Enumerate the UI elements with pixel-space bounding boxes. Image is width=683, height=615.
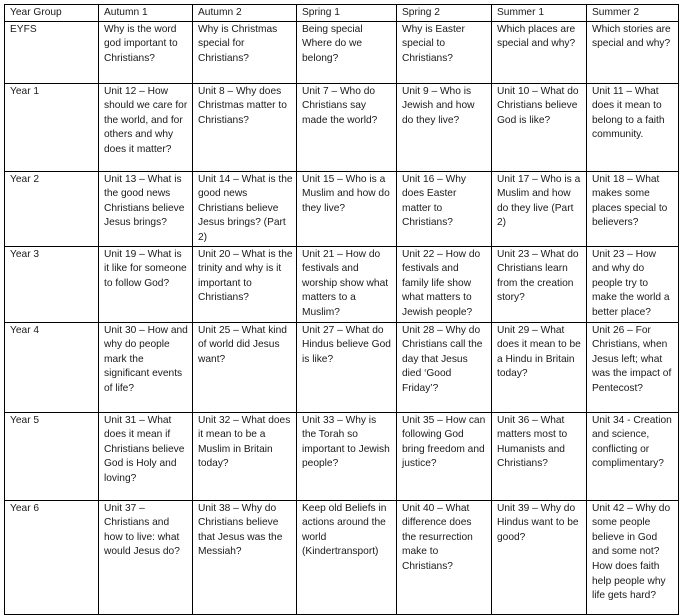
unit-cell: Unit 10 – What do Christians believe God is like? <box>492 83 587 171</box>
year-label: Year 4 <box>5 322 99 412</box>
unit-cell: Unit 7 – Who do Christians say made the world? <box>297 83 397 171</box>
unit-cell: Unit 38 – Why do Christians believe that Jesus was the Messiah? <box>193 500 297 614</box>
unit-cell: Unit 9 – Who is Jewish and how do they live? <box>397 83 492 171</box>
unit-cell: Unit 11 – What does it mean to belong to a faith community. <box>587 83 679 171</box>
unit-cell: Unit 23 – How and why do people try to make the world a better place? <box>587 246 679 322</box>
year-label: Year 6 <box>5 500 99 614</box>
unit-cell: Which places are special and why? <box>492 21 587 83</box>
table-row <box>5 246 679 322</box>
unit-cell: Unit 28 – Why do Christians call the day that Jesus died ‘Good Friday’? <box>397 322 492 412</box>
unit-cell: Unit 35 – How can following God bring freedom and justice? <box>397 412 492 500</box>
unit-cell: Which stories are special and why? <box>587 21 679 83</box>
unit-cell: Unit 8 – Why does Christmas matter to Christians? <box>193 83 297 171</box>
header-year-group: Year Group <box>5 5 99 22</box>
table-row <box>5 171 679 246</box>
unit-cell: Why is the word god important to Christians? <box>99 21 193 83</box>
unit-cell: Why is Christmas special for Christians? <box>193 21 297 83</box>
unit-cell: Unit 40 – What difference does the resurrection make to Christians? <box>397 500 492 614</box>
year-label: Year 2 <box>5 171 99 246</box>
header-autumn-2: Autumn 2 <box>193 5 297 22</box>
unit-cell: Unit 13 – What is the good news Christians believe Jesus brings? <box>99 171 193 246</box>
unit-cell: Unit 37 – Christians and how to live: what would Jesus do? <box>99 500 193 614</box>
unit-cell: Keep old Beliefs in actions around the world (Kindertransport) <box>297 500 397 614</box>
header-row <box>5 5 679 22</box>
header-spring-2: Spring 2 <box>397 5 492 22</box>
table-row <box>5 83 679 171</box>
unit-cell: Unit 32 – What does it mean to be a Muslim in Britain today? <box>193 412 297 500</box>
year-label: EYFS <box>5 21 99 83</box>
unit-cell: Unit 31 – What does it mean if Christians believe God is Holy and loving? <box>99 412 193 500</box>
unit-cell: Unit 27 – What do Hindus believe God is like? <box>297 322 397 412</box>
unit-cell: Unit 26 – For Christians, when Jesus left; what was the impact of Pentecost? <box>587 322 679 412</box>
unit-cell: Unit 16 – Why does Easter matter to Christians? <box>397 171 492 246</box>
header-summer-1: Summer 1 <box>492 5 587 22</box>
curriculum-table <box>4 4 679 615</box>
unit-cell: Unit 30 – How and why do people mark the significant events of life? <box>99 322 193 412</box>
unit-cell: Unit 17 – Who is a Muslim and how do they live (Part 2) <box>492 171 587 246</box>
unit-cell: Unit 33 – Why is the Torah so important to Jewish people? <box>297 412 397 500</box>
unit-cell: Unit 19 – What is it like for someone to follow God? <box>99 246 193 322</box>
year-label: Year 3 <box>5 246 99 322</box>
unit-cell: Being special Where do we belong? <box>297 21 397 83</box>
unit-cell: Why is Easter special to Christians? <box>397 21 492 83</box>
unit-cell: Unit 22 – How do festivals and family life show what matters to Jewish people? <box>397 246 492 322</box>
unit-cell: Unit 21 – How do festivals and worship show what matters to a Muslim? <box>297 246 397 322</box>
unit-cell: Unit 29 – What does it mean to be a Hindu in Britain today? <box>492 322 587 412</box>
table-row <box>5 412 679 500</box>
year-label: Year 1 <box>5 83 99 171</box>
unit-cell: Unit 42 – Why do some people believe in God and some not? How does faith help people why life gets hard? <box>587 500 679 614</box>
unit-cell: Unit 23 – What do Christians learn from the creation story? <box>492 246 587 322</box>
unit-cell: Unit 18 – What makes some places special to believers? <box>587 171 679 246</box>
unit-cell: Unit 36 – What matters most to Humanists and Christians? <box>492 412 587 500</box>
table-row <box>5 322 679 412</box>
unit-cell: Unit 20 – What is the trinity and why is it important to Christians? <box>193 246 297 322</box>
header-spring-1: Spring 1 <box>297 5 397 22</box>
table-row <box>5 21 679 83</box>
unit-cell: Unit 25 – What kind of world did Jesus want? <box>193 322 297 412</box>
unit-cell: Unit 12 – How should we care for the world, and for others and why does it matter? <box>99 83 193 171</box>
unit-cell: Unit 34 - Creation and science, conflicting or complimentary? <box>587 412 679 500</box>
header-autumn-1: Autumn 1 <box>99 5 193 22</box>
unit-cell: Unit 39 – Why do Hindus want to be good? <box>492 500 587 614</box>
year-label: Year 5 <box>5 412 99 500</box>
header-summer-2: Summer 2 <box>587 5 679 22</box>
unit-cell: Unit 14 – What is the good news Christians believe Jesus brings? (Part 2) <box>193 171 297 246</box>
unit-cell: Unit 15 – Who is a Muslim and how do they live? <box>297 171 397 246</box>
table-row <box>5 500 679 614</box>
